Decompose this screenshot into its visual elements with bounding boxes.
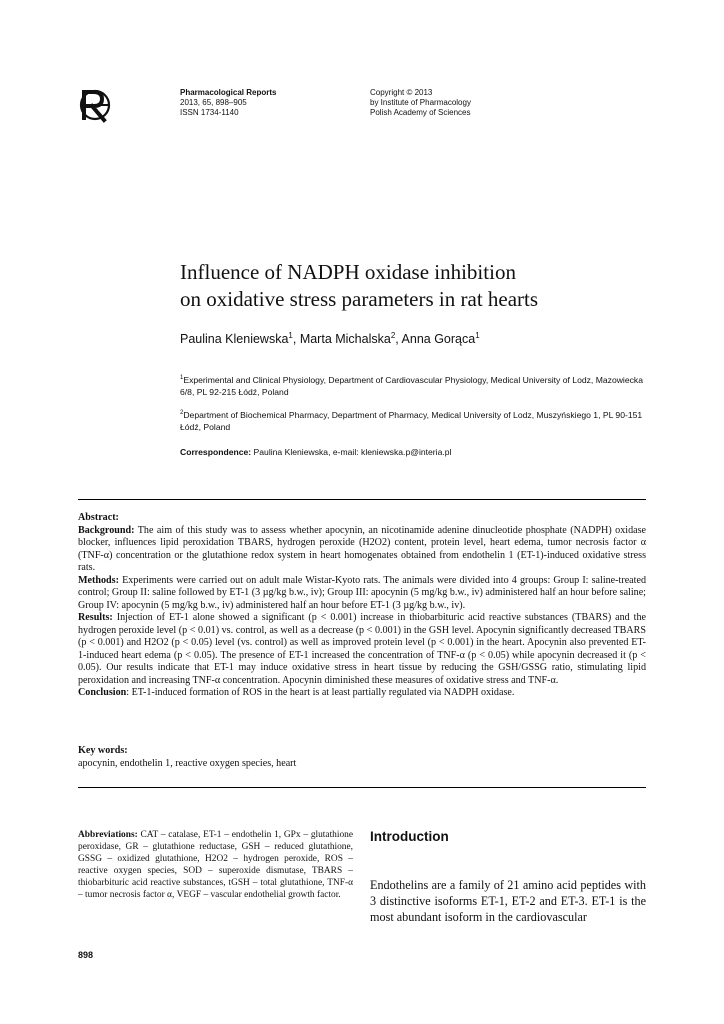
keywords-heading: Key words: bbox=[78, 745, 128, 756]
journal-logo bbox=[78, 86, 112, 124]
abstract-results: Results: Injection of ET-1 alone showed a significant (p < 0.001) increase in thiobarbituric acid reactive substances (TBARS) and the hydrogen peroxide level (p < 0.01) vs. control, as well as a decrease (p < 0.001) in the GSH level. Apocynin significantly decreased TBARS (p < 0.001) and H2O2 (p < 0.05) level (vs. control) as well as improved protein level (p < 0.001) in the heart. Apocynin also prevented ET-1-induced heart edema (p < 0.05). The presence of ET-1 increased the concentration of TNF-α (p < 0.05) while apocynin decreased it (p < 0.05). Our results indicate that ET-1 may induce oxidative stress in heart tissue by reducing the GSH/GSSG ratio, stimulating lipid peroxidation and increasing TNF-α concentration. Apocynin diminished these measures of oxidative stress and TNF-α. bbox=[78, 612, 647, 686]
abstract-heading: Abstract: bbox=[78, 512, 119, 523]
journal-title: Pharmacological Reports bbox=[180, 88, 277, 97]
abstract-conclusion: Conclusion: ET-1-induced formation of ROS in the heart is at least partially regulated via NADPH oxidase. bbox=[78, 687, 515, 698]
abbreviations bbox=[78, 829, 353, 901]
article-title: Influence of NADPH oxidase inhibition on oxidative stress parameters in rat hearts bbox=[180, 260, 539, 311]
journal-issue: 2013, 65, 898–905 bbox=[180, 98, 247, 107]
correspondence-label: Correspondence: bbox=[180, 447, 252, 457]
journal-info bbox=[180, 88, 276, 118]
affiliation: $^2$Department of Biochemical Pharmacy, Department of Pharmacy, Medical University of Lodz, Muszyńskiego 1, PL 90-151 Łódź, Poland bbox=[180, 409, 643, 432]
correspondence-email[interactable]: Paulina Kleniewska, e-mail: kleniewska.p@interia.pl bbox=[253, 447, 452, 457]
abstract-background: Background: The aim of this study was to assess whether apocynin, an nicotinamide adenine dinucleotide phosphate (NADPH) oxidase blocker, influences lipid peroxidation TBARS, hydrogen peroxide (H2O2) content, protein level, heart edema, tumor necrosis factor α (TNF-α) concentration or the glutathione redox system in heart homogenates obtained from endothelin 1 (ET-1)-induced oxidative stress rats. bbox=[78, 524, 647, 573]
keywords bbox=[78, 745, 646, 770]
author-name: Anna Gorąca bbox=[401, 332, 476, 347]
journal-issn: ISSN 1734-1140 bbox=[180, 108, 239, 117]
correspondence bbox=[180, 447, 451, 457]
copyright-line: Polish Academy of Sciences bbox=[370, 108, 471, 117]
divider bbox=[78, 787, 646, 788]
divider bbox=[78, 499, 646, 500]
author-affiliation-number: 2 bbox=[390, 331, 396, 340]
author-name: Marta Michalska bbox=[299, 332, 391, 347]
introduction-text: Endothelins are a family of 21 amino acid peptides with 3 distinctive isoforms ET-1, ET-2 and ET-3. ET-1 is the most abundant isoform in the cardiovascular bbox=[370, 878, 646, 924]
abstract bbox=[78, 512, 646, 700]
copyright-line: Copyright © 2013 bbox=[370, 88, 433, 97]
abbreviations-text: CAT – catalase, ET-1 – endothelin 1, GPx – glutathione peroxidase, GR – glutathione reductase, GSH – reduced glutathione, GSSG – oxidized glutathione, H2O2 – hydrogen peroxide, ROS – reactive oxygen species, SOD – superoxide dismutase, TBARS – thiobarbituric acid reactive substances, tGSH – total glutathione, TNF-α – tumor necrosis factor α, VEGF – vascular endothelial growth factor. bbox=[78, 830, 353, 900]
author-list: Paulina Kleniewska$^1$, Marta Michalska$^2$, Anna Gorąca$^1$ bbox=[180, 331, 480, 347]
page-number: 898 bbox=[78, 950, 94, 960]
copyright-line: by Institute of Pharmacology bbox=[370, 98, 471, 107]
section-heading-introduction: Introduction bbox=[370, 829, 449, 844]
author-name: Paulina Kleniewska bbox=[180, 332, 289, 347]
abbreviations-label: Abbreviations: bbox=[78, 830, 138, 840]
abstract-methods: Methods: Experiments were carried out on adult male Wistar-Kyoto rats. The animals were divided into 4 groups: Group I: saline-treated control; Group II: saline followed by ET-1 (3 µg/kg b.w., iv); Group III: apocynin (5 mg/kg b.w., iv) administered half an hour before saline; Group IV: apocynin (5 mg/kg b.w., iv) administered half an hour before ET-1 (3 µg/kg b.w., iv). bbox=[78, 574, 646, 611]
affiliation: $^1$Experimental and Clinical Physiology, Department of Cardiovascular Physiology, Medical University of Lodz, Mazowiecka 6/8, PL 92-215 Łódź, Poland bbox=[180, 374, 643, 397]
author-affiliation-number: 1 bbox=[475, 331, 480, 340]
copyright-info bbox=[370, 88, 471, 118]
author-affiliation-number: 1 bbox=[288, 331, 293, 340]
keywords-text: apocynin, endothelin 1, reactive oxygen species, heart bbox=[78, 757, 297, 769]
